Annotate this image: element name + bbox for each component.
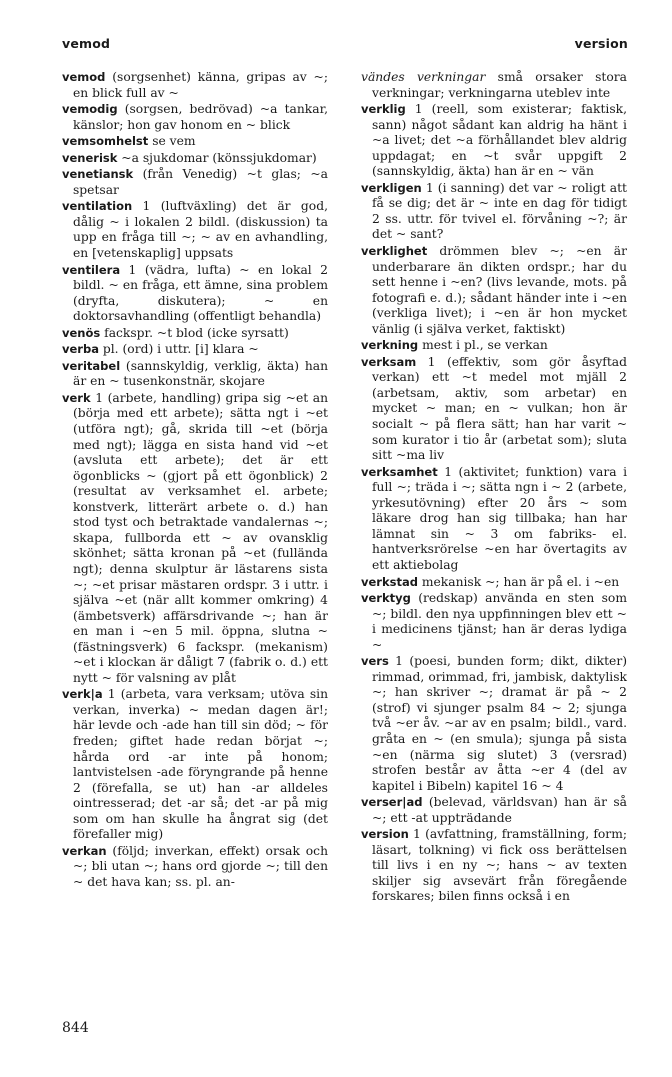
definition-text: pl. (ord) i uttr. [i] klara ~: [98, 342, 259, 357]
dictionary-entry: [361, 244, 627, 337]
headword: verksam: [361, 354, 417, 369]
dictionary-entry: [62, 687, 328, 842]
dictionary-entry: [361, 795, 627, 826]
headword: verkligen: [361, 180, 422, 195]
dictionary-entry: [361, 827, 627, 905]
headword: verksamhet: [361, 464, 438, 479]
headword: verk: [62, 390, 91, 405]
headword: verk|a: [62, 687, 103, 702]
running-head-left: vemod: [62, 36, 111, 51]
definition-text: 1 (aktivitet; funktion) vara i full ~; träda i ~; sätta ngn i ~ 2 (arbete, yrkesutövning) efter 20 års ~ som läkare drog han sig tillbaka; han har lämnat sin ~ 3 om fabriks- el. hantverksrörelse ~en har övertagits av ett aktiebolag: [372, 464, 627, 572]
headword: verba: [62, 342, 99, 357]
left-column: [62, 70, 328, 891]
definition-text: 1 (vädra, lufta) ~ en lokal 2 bildl. ~ en fråga, ett ämne, sina problem (dryfta, diskutera); ~ en doktorsavhandling (offentligt behandla): [73, 262, 328, 324]
dictionary-entry: [62, 342, 328, 358]
dictionary-entry: [62, 391, 328, 686]
dictionary-entry: [62, 844, 328, 891]
dictionary-entry: [62, 151, 328, 167]
headword: ventilera: [62, 262, 121, 277]
definition-text: mest i pl., se verkan: [418, 338, 548, 353]
headword: ventilation: [62, 199, 133, 214]
definition-text: 1 (arbete, handling) gripa sig ~et an (börja med ett arbete); sätta ngt i ~et (utföra ngt); gå, skrida till ~et (börja med ngt); lägga en sista hand vid ~et (avsluta ett arbete); det är ett ögonblicks ~ (gjort på ett ögonblick) 2 (resultat av verksamhet el. arbete; konstverk, litterärt arbete o. d.) han stod tyst och betraktade vandalernas ~; skapa, fullborda ett ~ av ovansklig skönhet; sätta kronan på ~et (fullända ngt); denna skulptur är lästarens sista ~; ~et prisar mästaren ordspr. 3 i uttr. i själva ~et (när allt kommer omkring) 4 (ämbetsverk) affärsdrivande ~; han är en man i ~en 5 mil. öppna, slutna ~ (fästningsverk) 6 fackspr. (mekanism) ~et i klockan är dåligt 7 (fabrik o. d.) ett nytt ~ för valsning av plåt: [73, 390, 328, 685]
entry-continuation: vändes verkningar: [361, 70, 486, 84]
definition-text: (sorgsenhet) känna, gripas av ~; en blick full av ~: [73, 70, 328, 100]
definition-text: (belevad, världsvan) han är så ~; ett -at uppträdande: [372, 795, 627, 825]
dictionary-entry: [361, 181, 627, 243]
definition-text: (redskap) använda en sten som ~; bildl. den nya uppfinningen blev ett ~ i medicinens tjänst; han är deras lydiga ~: [372, 591, 627, 652]
dictionary-entry: [361, 591, 627, 653]
dictionary-entry: [361, 654, 627, 794]
dictionary-entry: [62, 102, 328, 133]
dictionary-entry: [361, 465, 627, 574]
headword: verkstad: [361, 574, 418, 589]
dictionary-entry: [361, 338, 627, 354]
right-column: [361, 70, 627, 906]
headword: verklig: [361, 102, 406, 117]
definition-text: 1 (effektiv, som gör åsyftad verkan) ett ~t medel mot mjäll 2 (arbetsam, aktiv, som arbetar) en mycket ~ man; en ~ vulkan; hon är socialt ~ på flera sätt; han har varit ~ som kurator i tio år (arbetat som); sluta sitt ~ma liv: [372, 354, 627, 463]
headword: vemodig: [62, 102, 118, 117]
definition-text: (från Venedig) ~t glas; ~a spetsar: [73, 167, 328, 197]
dictionary-entry: [62, 199, 328, 261]
headword: venetiansk: [62, 167, 134, 182]
headword: veritabel: [62, 358, 121, 373]
headword: vemsomhelst: [62, 134, 149, 149]
definition-text: 1 (poesi, bunden form; dikt, dikter) rimmad, orimmad, fri, jambisk, daktylisk ~; han skriver ~; dramat är på ~ 2 (strof) vi sjunger psalm 84 ~ 2; sjunga två ~er åv. ~ar av en psalm; bildl., vard. gråta en ~ (en smula); sjunga på sista ~en (närma sig slutet) 3 (versrad) strofen består av åtta ~er 4 (del av kapitel i Bibeln) kapitel 16 ~ 4: [372, 654, 627, 793]
headword: verkan: [62, 843, 107, 858]
dictionary-entry: [62, 263, 328, 325]
definition-text: (följd; inverkan, effekt) orsak och ~; bli utan ~; hans ord gjorde ~; till den ~ det hava kan; ss. pl. an-: [73, 843, 328, 889]
dictionary-entry: [62, 167, 328, 198]
headword: vers: [361, 654, 389, 669]
definition-text: 1 (i sanning) det var ~ roligt att få se dig; det är ~ inte en dag för tidigt 2 ss. uttr. för tvivel el. förvåning ~?; är det ~ sant?: [372, 180, 627, 242]
definition-text: fackspr. ~t blod (icke syrsatt): [100, 325, 289, 340]
headword: venerisk: [62, 150, 118, 165]
dictionary-entry: [62, 70, 328, 101]
page-number: 844: [62, 1020, 89, 1036]
headword: vemod: [62, 70, 106, 84]
definition-text: mekanisk ~; han är på el. i ~en: [417, 574, 620, 589]
definition-text: ~a sjukdomar (könssjukdomar): [117, 150, 317, 165]
headword: venös: [62, 325, 101, 340]
definition-text: se vem: [148, 134, 196, 149]
dictionary-entry: [361, 70, 627, 101]
dictionary-entry: [62, 326, 328, 342]
definition-text: 1 (reell, som existerar; faktisk, sann) något sådant kan aldrig ha hänt i ~a livet; det ~a förhållandet blev aldrig uppdagat; en ~t svår uppgift 2 (sannskyldig, äkta) han är en ~ vän: [372, 102, 627, 179]
headword: verktyg: [361, 591, 411, 606]
dictionary-entry: [62, 359, 328, 390]
headword: version: [361, 827, 409, 842]
definition-text: 1 (arbeta, vara verksam; utöva sin verkan, inverka) ~ medan dagen är!; här levde och -ade han till sin död; ~ för freden; giftet hade redan börjat ~; hårda ord -ar inte på honom; lantvistelsen -ade föryngrande på henne 2 (förefalla, se ut) han -ar alldeles ointresserad; det -ar så; det -ar på mig som om han skulle ha ångrat sig (det förefaller mig): [73, 687, 328, 842]
dictionary-entry: [361, 355, 627, 464]
dictionary-entry: [361, 102, 627, 180]
headword: verklighet: [361, 244, 428, 259]
running-head-right: version: [574, 36, 628, 51]
definition-text: små orsaker stora verkningar; verkningarna uteblev inte: [372, 70, 627, 100]
definition-text: 1 (avfattning, framställning, form; läsart, tolkning) vi fick oss berättelsen till livs i en ny ~; hans ~ av texten skiljer sig avsevärt från föregående forskares; bilen finns också i en: [372, 827, 627, 904]
dictionary-entry: [361, 575, 627, 591]
headword: verser|ad: [361, 795, 423, 810]
dictionary-entry: [62, 134, 328, 150]
headword: verkning: [361, 338, 419, 353]
definition-text: (sannskyldig, verklig, äkta) han är en ~ tusenkonstnär, skojare: [73, 358, 328, 389]
definition-text: drömmen blev ~; ~en är underbarare än dikten ordspr.; har du sett henne i ~en? (livs levande, mots. på fotografi e. d.); sådant händer inte i ~en (verkliga livet); i ~en är hon mycket vänlig (i själva verket, faktiskt): [372, 244, 627, 336]
definition-text: 1 (luftväxling) det är god, dålig ~ i lokalen 2 bildl. (diskussion) ta upp en fråga till ~; ~ av en avhandling, en [vetenskaplig] uppsats: [73, 199, 328, 261]
definition-text: (sorgsen, bedrövad) ~a tankar, känslor; hon gav honom en ~ blick: [73, 102, 328, 132]
